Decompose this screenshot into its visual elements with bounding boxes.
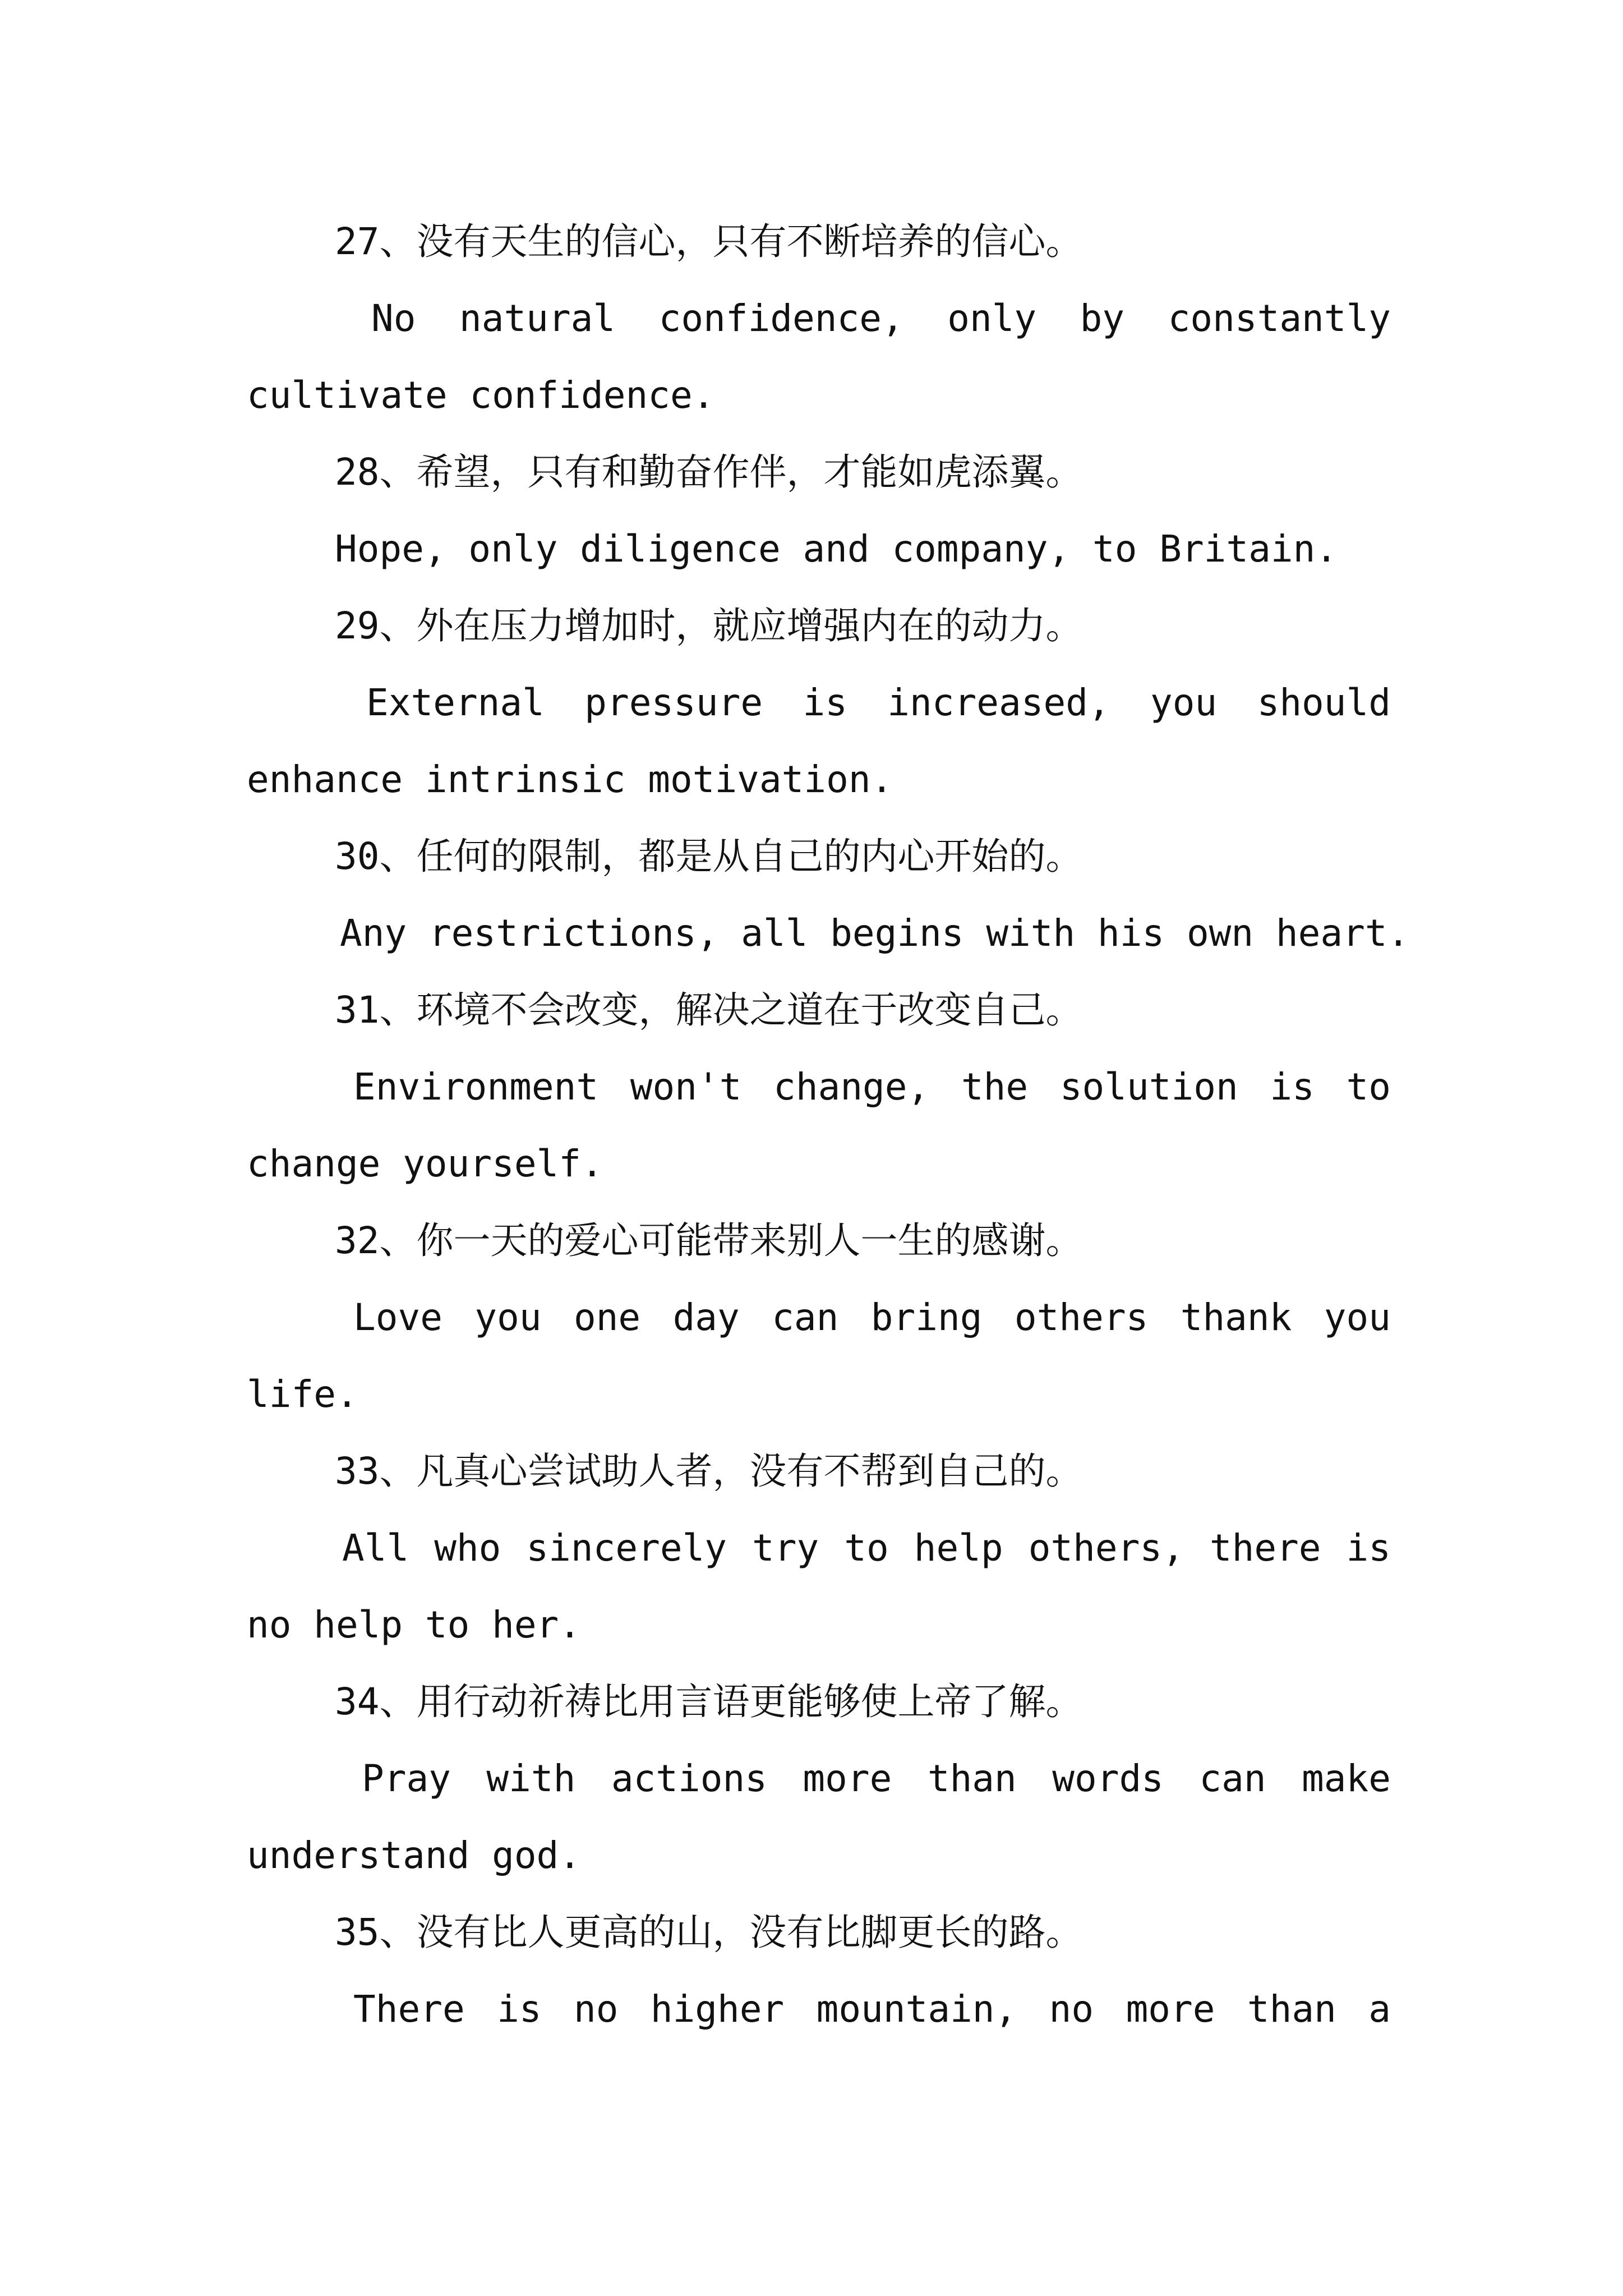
quote-33-english: All who sincerely try to help others, there is no help to her.: [247, 1526, 1391, 1646]
quote-30-chinese: 30、任何的限制，都是从自己的内心开始的。: [335, 835, 1083, 878]
quote-32-chinese: 32、你一天的爱心可能带来别人一生的感谢。: [335, 1219, 1083, 1262]
quote-27-english: No natural confidence, only by constantly cultivate confidence.: [247, 297, 1391, 417]
quote-31-english: Environment won't change, the solution is to change yourself.: [247, 1065, 1391, 1185]
quote-34-english: Pray with actions more than words can make understand god.: [247, 1757, 1391, 1877]
quote-32-english: Love you one day can bring others thank you life.: [247, 1296, 1391, 1416]
quote-35-english: There is no higher mountain, no more than a: [353, 1987, 1391, 2031]
quote-27-chinese: 27、没有天生的信心，只有不断培养的信心。: [335, 220, 1083, 263]
quote-33-chinese: 33、凡真心尝试助人者，没有不帮到自己的。: [335, 1450, 1083, 1493]
quote-list: [247, 203, 1410, 2047]
quote-30-english: Any restrictions, all begins with his own heart.: [340, 912, 1410, 955]
quote-35-chinese: 35、没有比人更高的山，没有比脚更长的路。: [335, 1911, 1083, 1954]
quote-28-chinese: 28、希望，只有和勤奋作伴，才能如虎添翼。: [335, 450, 1083, 494]
quote-28-english: Hope, only diligence and company, to Britain.: [335, 527, 1338, 570]
quote-29-chinese: 29、外在压力增加时，就应增强内在的动力。: [335, 604, 1083, 647]
quote-34-chinese: 34、用行动祈祷比用言语更能够使上帝了解。: [335, 1680, 1083, 1723]
quote-31-chinese: 31、环境不会改变，解决之道在于改变自己。: [335, 988, 1083, 1032]
quote-29-english: External pressure is increased, you should enhance intrinsic motivation.: [247, 681, 1391, 801]
